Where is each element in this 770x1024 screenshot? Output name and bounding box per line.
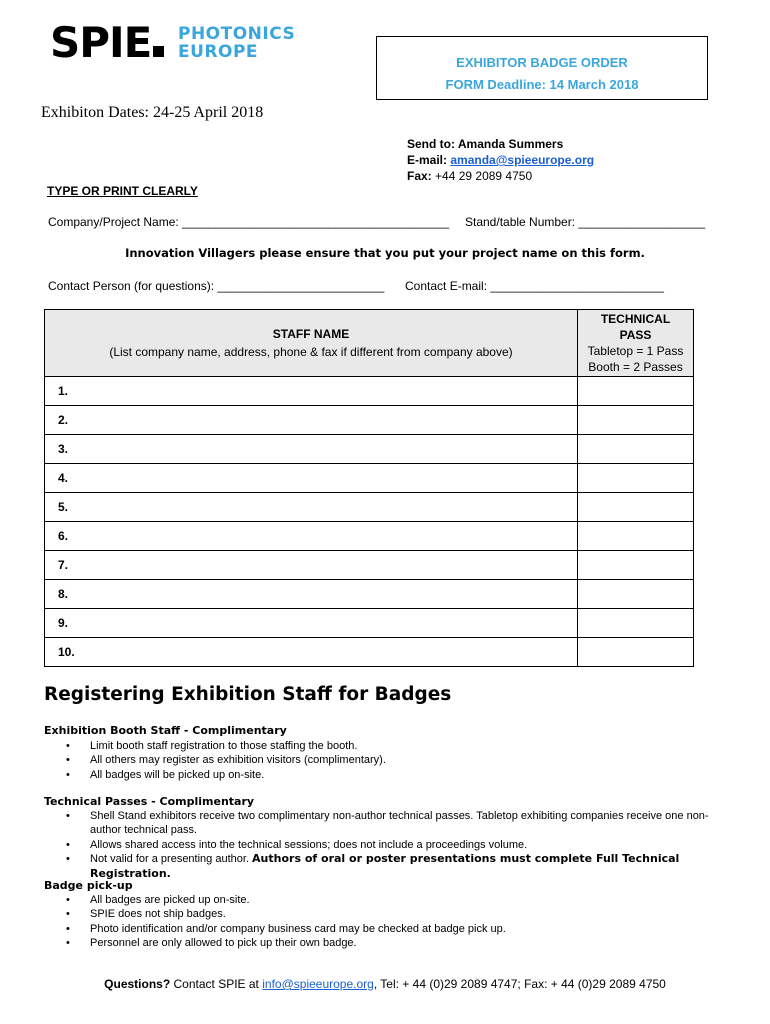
contact-text: Contact SPIE at xyxy=(173,977,259,991)
pass-cell[interactable] xyxy=(578,551,694,580)
list-item: • All others may register as exhibition visitors (complimentary). xyxy=(44,753,734,767)
technical-passes-list xyxy=(44,809,734,881)
fax-label: Fax: xyxy=(407,169,432,183)
type-print-instruction: TYPE OR PRINT CLEARLY xyxy=(47,184,198,198)
table-row xyxy=(45,377,694,406)
send-to-block xyxy=(407,136,594,184)
exhibition-dates: Exhibiton Dates: 24-25 April 2018 xyxy=(41,104,264,121)
list-item: • Allows shared access into the technical sessions; does not include a proceedings volume. xyxy=(44,838,734,852)
table-header-row xyxy=(45,310,694,377)
form-title: EXHIBITOR BADGE ORDER xyxy=(456,55,628,70)
send-to-name: Send to: Amanda Summers xyxy=(407,137,564,151)
list-item: • Limit booth staff registration to those staffing the booth. xyxy=(44,739,734,753)
staff-name-cell[interactable]: 5. xyxy=(45,493,578,522)
staff-name-cell[interactable]: 4. xyxy=(45,464,578,493)
form-deadline: FORM Deadline: 14 March 2018 xyxy=(445,77,639,92)
list-item: • All badges are picked up on-site. xyxy=(44,893,734,907)
staff-name-cell[interactable]: 10. xyxy=(45,638,578,667)
pass-cell[interactable] xyxy=(578,522,694,551)
send-to-fax: +44 29 2089 4750 xyxy=(435,169,533,183)
logo-main: SPIE xyxy=(50,18,152,67)
table-row xyxy=(45,638,694,667)
contact-email-field[interactable]: Contact E-mail: __________________________ xyxy=(405,279,664,293)
list-item: • Photo identification and/or company business card may be checked at badge pick up. xyxy=(44,922,734,936)
pass-cell[interactable] xyxy=(578,406,694,435)
list-item-emphasis: Authors of oral or poster presentations must complete Full Technical Registration. xyxy=(90,852,680,880)
technical-passes-title: Technical Passes - Complimentary xyxy=(44,795,255,808)
stand-number-field[interactable]: Stand/table Number: ___________________ xyxy=(465,215,706,229)
staff-name-cell[interactable]: 3. xyxy=(45,435,578,464)
questions-label: Questions? xyxy=(104,977,171,991)
pass-title-2: PASS xyxy=(619,328,652,342)
pass-cell[interactable] xyxy=(578,377,694,406)
booth-staff-list xyxy=(44,739,734,782)
staff-table xyxy=(44,309,694,667)
send-to-email-link[interactable]: amanda@spieeurope.org xyxy=(450,153,595,167)
table-row xyxy=(45,551,694,580)
pass-cell[interactable] xyxy=(578,609,694,638)
list-item-text: Not valid for a presenting author. xyxy=(90,853,249,866)
pass-sub-1: Tabletop = 1 Pass xyxy=(587,344,684,358)
staff-name-title: STAFF NAME xyxy=(272,327,350,341)
staff-name-cell[interactable]: 9. xyxy=(45,609,578,638)
pass-cell[interactable] xyxy=(578,493,694,522)
info-email-link[interactable]: info@spieeurope.org xyxy=(262,977,374,991)
logo-line1: PHOTONICS xyxy=(178,24,296,44)
badge-pickup-list xyxy=(44,893,734,951)
email-label: E-mail: xyxy=(407,153,448,167)
pass-cell[interactable] xyxy=(578,464,694,493)
staff-name-header xyxy=(45,310,578,377)
table-row xyxy=(45,406,694,435)
booth-staff-title: Exhibition Booth Staff - Complimentary xyxy=(44,724,287,737)
table-row xyxy=(45,609,694,638)
technical-pass-header xyxy=(578,310,694,377)
staff-name-subtitle: (List company name, address, phone & fax if different from company above) xyxy=(109,345,513,359)
list-item: • SPIE does not ship badges. xyxy=(44,907,734,921)
list-item: • Shell Stand exhibitors receive two complimentary non-author technical passes. Tabletop exhibiting companies receive one non-author technical pass. xyxy=(44,809,734,838)
pass-title-1: TECHNICAL xyxy=(600,312,671,326)
table-row xyxy=(45,522,694,551)
section-heading: Registering Exhibition Staff for Badges xyxy=(44,684,452,705)
list-item: • All badges will be picked up on-site. xyxy=(44,768,734,782)
company-name-field[interactable]: Company/Project Name: ________________________________________ xyxy=(48,215,450,229)
logo-dot-icon xyxy=(153,46,164,57)
table-row xyxy=(45,435,694,464)
table-row xyxy=(45,493,694,522)
list-item xyxy=(44,852,734,881)
spie-logo xyxy=(50,18,164,67)
contact-person-field[interactable]: Contact Person (for questions): _________________________ xyxy=(48,279,385,293)
logo-subtitle xyxy=(178,25,295,61)
badge-pickup-title: Badge pick-up xyxy=(44,879,133,892)
table-row xyxy=(45,580,694,609)
contact-phone-fax: , Tel: + 44 (0)29 2089 4747; Fax: + 44 (0)29 2089 4750 xyxy=(373,977,666,991)
staff-name-cell[interactable]: 7. xyxy=(45,551,578,580)
innovation-notice: Innovation Villagers please ensure that you put your project name on this form. xyxy=(125,246,645,260)
staff-name-cell[interactable]: 1. xyxy=(45,377,578,406)
pass-cell[interactable] xyxy=(578,580,694,609)
staff-name-cell[interactable]: 8. xyxy=(45,580,578,609)
form-title-box xyxy=(376,36,708,100)
pass-sub-2: Booth = 2 Passes xyxy=(588,360,683,374)
list-item: • Personnel are only allowed to pick up their own badge. xyxy=(44,936,734,950)
table-row xyxy=(45,464,694,493)
pass-cell[interactable] xyxy=(578,638,694,667)
logo-line2: EUROPE xyxy=(178,42,259,62)
staff-name-cell[interactable]: 2. xyxy=(45,406,578,435)
footer-questions xyxy=(0,977,770,991)
pass-cell[interactable] xyxy=(578,435,694,464)
staff-name-cell[interactable]: 6. xyxy=(45,522,578,551)
